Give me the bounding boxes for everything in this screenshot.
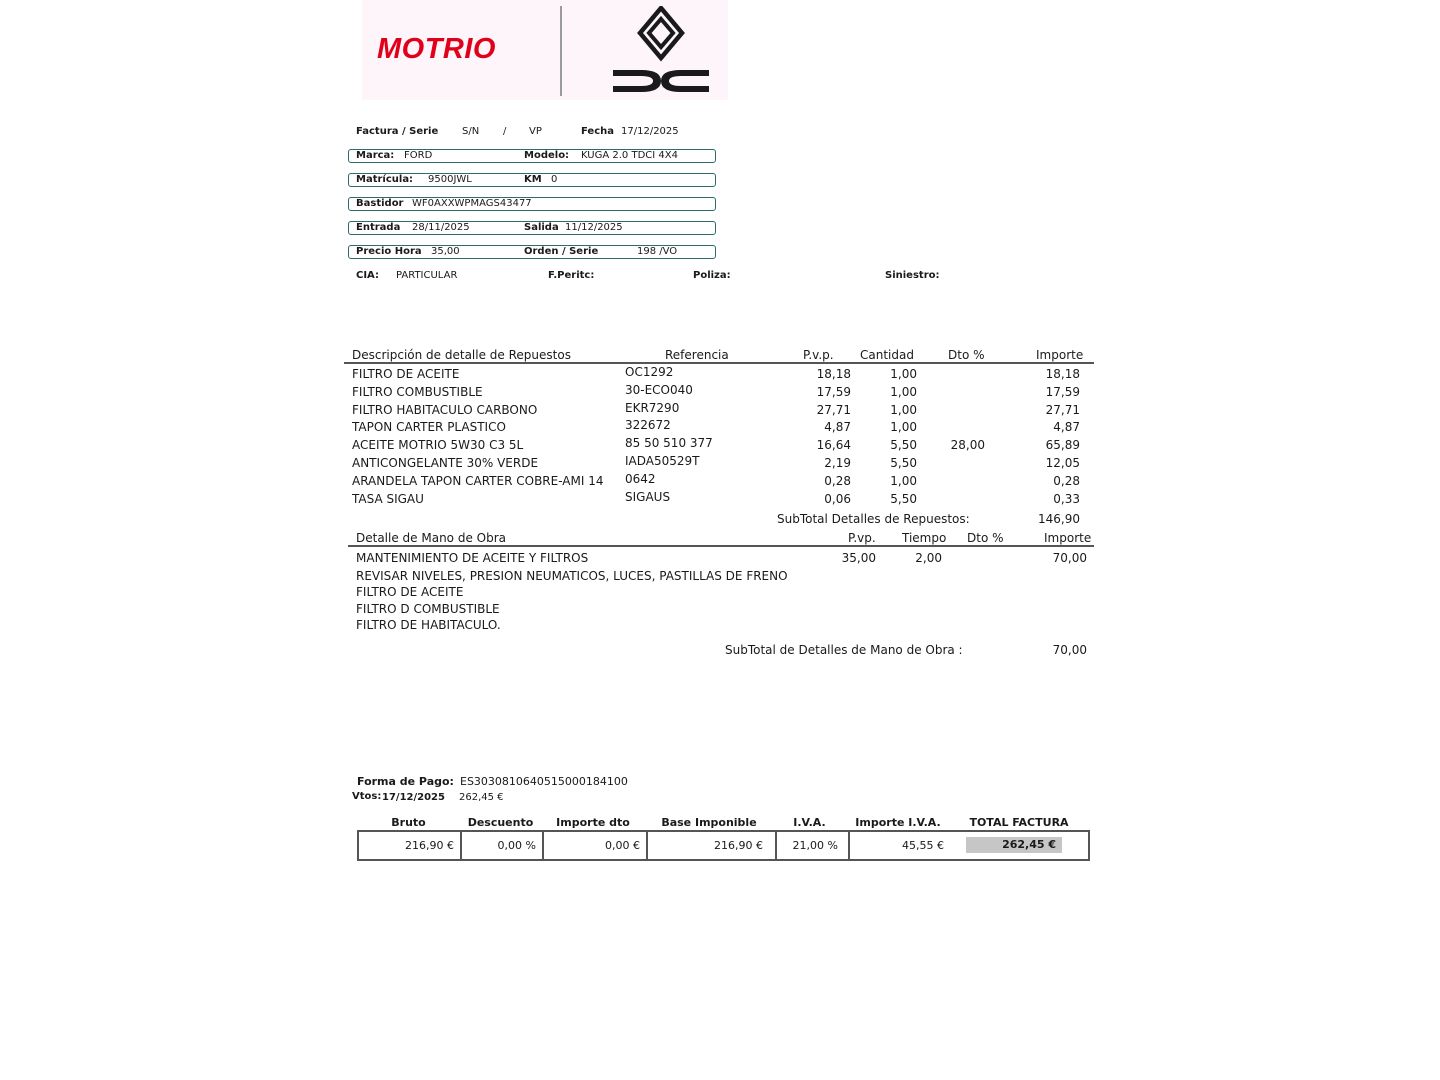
rep-row-cantidad: 1,00 [890,367,917,381]
bastidor-label: Bastidor [356,198,404,209]
rep-header-pvp: P.v.p. [803,348,834,362]
tot-iva: 21,00 % [777,832,850,859]
fecha-label: Fecha [581,126,615,137]
entrada-value: 28/11/2025 [412,222,470,233]
rep-row-pvp: 27,71 [816,402,851,417]
rep-row-importe: 0,28 [1053,473,1080,488]
mo-main-tiempo: 2,00 [915,551,942,565]
rep-row-desc: FILTRO COMBUSTIBLE [352,384,483,399]
tot-header-iva: I.V.A. [793,816,826,829]
total-factura-value: 262,45 € [966,837,1062,853]
rep-row-desc: FILTRO DE ACEITE [352,367,460,381]
precio-hora-label: Precio Hora [356,246,422,257]
renault-dacia-logo [613,6,709,96]
rep-row-cantidad: 5,50 [890,491,917,506]
rep-row-cantidad: 1,00 [890,420,917,435]
rep-row-importe: 17,59 [1045,384,1080,399]
mo-header-dto: Dto % [967,531,1004,545]
dacia-emblem-icon [613,70,709,92]
mo-header-pvp: P.vp. [848,531,876,545]
rep-header-dto: Dto % [948,348,985,362]
precio-hora-value: 35,00 [431,246,460,257]
rep-row-importe: 18,18 [1045,367,1080,381]
rep-row-ref: OC1292 [625,365,674,379]
mo-main-desc: MANTENIMIENTO DE ACEITE Y FILTROS [356,551,589,565]
tot-header-importe-iva: Importe I.V.A. [855,816,941,829]
km-value: 0 [551,174,558,185]
rep-row-importe: 0,33 [1053,491,1080,506]
tot-header-importe-dto: Importe dto [556,816,630,829]
rep-row-pvp: 16,64 [816,438,851,453]
rep-row-desc: ACEITE MOTRIO 5W30 C3 5L [352,438,524,453]
rep-subtotal-label: SubTotal Detalles de Repuestos: [777,512,970,526]
mo-note: REVISAR NIVELES, PRESION NEUMATICOS, LUCES, PASTILLAS DE FRENO [356,569,788,583]
rep-row-cantidad: 1,00 [890,473,917,488]
rep-row-pvp: 17,59 [816,384,851,399]
rep-row-desc: TAPON CARTER PLASTICO [352,420,506,435]
rep-row-ref: 0642 [625,471,656,486]
rep-row-cantidad: 5,50 [890,456,917,470]
vtos-date: 17/12/2025 [382,792,445,803]
mo-note: FILTRO D COMBUSTIBLE [356,602,500,616]
mo-note: FILTRO DE HABITACULO. [356,618,501,632]
factura-value: S/N [462,126,480,137]
tot-importe-dto: 0,00 € [544,832,648,859]
rep-row-importe: 4,87 [1053,420,1080,435]
rep-row-importe: 12,05 [1045,456,1080,470]
rep-row-pvp: 2,19 [824,456,851,470]
entrada-label: Entrada [356,222,401,233]
rep-row-desc: ARANDELA TAPON CARTER COBRE-AMI 14 [352,473,604,488]
tot-base: 216,90 € [648,832,777,859]
marca-value: FORD [404,150,433,161]
logo-divider [560,6,562,96]
rep-header-ref: Referencia [665,348,729,362]
rep-row-pvp: 0,28 [824,473,851,488]
mo-header-importe: Importe [1044,531,1092,545]
poliza-label: Poliza: [693,270,731,281]
tot-importe-iva: 45,55 € [902,839,944,852]
matricula-label: Matrícula: [356,174,414,185]
modelo-value: KUGA 2.0 TDCI 4X4 [581,150,678,161]
rep-row-importe: 65,89 [1045,438,1080,453]
salida-value: 11/12/2025 [565,222,623,233]
rep-row-importe: 27,71 [1045,402,1080,417]
cia-value: PARTICULAR [396,270,458,281]
serie-value: VP [529,126,542,137]
fperitc-label: F.Peritc: [548,270,595,281]
orden-label: Orden / Serie [524,246,599,257]
factura-slash: / [503,126,507,137]
marca-label: Marca: [356,150,395,161]
forma-pago-value: ES3030810640515000184100 [460,775,628,788]
rep-row-ref: EKR7290 [625,400,680,415]
rep-row-desc: FILTRO HABITACULO CARBONO [352,402,538,417]
tot-descuento: 0,00 % [462,832,544,859]
vtos-label: Vtos: [352,791,382,802]
rep-row-pvp: 0,06 [824,491,851,506]
bastidor-value: WF0AXXWPMAGS43477 [412,198,532,209]
salida-label: Salida [524,222,559,233]
mo-header-tiempo: Tiempo [902,531,947,545]
forma-pago-label: Forma de Pago: [357,775,454,788]
tot-header-descuento: Descuento [467,816,534,829]
rep-subtotal-value: 146,90 [1038,512,1080,526]
km-label: KM [524,174,542,185]
rep-row-pvp: 18,18 [816,367,851,381]
tot-header-base: Base Imponible [661,816,757,829]
tot-bruto: 216,90 € [359,832,462,859]
fecha-value: 17/12/2025 [621,126,679,137]
rep-row-cantidad: 5,50 [890,438,917,453]
matricula-value: 9500JWL [428,174,472,185]
tot-header-total: TOTAL FACTURA [969,816,1069,829]
rep-row-ref: 30-ECO040 [625,382,693,397]
rep-row-desc: TASA SIGAU [352,491,424,506]
orden-value: 198 /VO [637,246,678,257]
rep-row-ref: SIGAUS [625,489,671,504]
rep-row-dto: 28,00 [950,438,985,453]
modelo-label: Modelo: [524,150,570,161]
factura-label: Factura / Serie [356,126,439,137]
renault-diamond-icon [640,8,682,58]
rep-row-desc: ANTICONGELANTE 30% VERDE [352,456,539,470]
rep-header-line [344,362,1094,364]
cia-label: CIA: [356,270,379,281]
rep-header-importe: Importe [1036,348,1084,362]
mo-main-importe: 70,00 [1052,551,1087,565]
rep-row-ref: 85 50 510 377 [625,436,713,451]
mo-subtotal-value: 70,00 [1052,643,1087,657]
rep-header-cantidad: Cantidad [860,348,914,362]
rep-row-ref: IADA50529T [625,454,700,468]
mo-header-line [348,545,1094,547]
rep-row-cantidad: 1,00 [890,384,917,399]
siniestro-label: Siniestro: [885,270,940,281]
mo-header-desc: Detalle de Mano de Obra [356,531,506,545]
rep-row-ref: 322672 [625,418,671,433]
vtos-amount: 262,45 € [459,792,504,803]
mo-subtotal-label: SubTotal de Detalles de Mano de Obra : [725,643,963,657]
tot-header-bruto: Bruto [391,816,426,829]
motrio-logo: MOTRIO [377,33,496,65]
mo-main-pvp: 35,00 [841,551,876,565]
mo-note: FILTRO DE ACEITE [356,585,464,599]
rep-row-cantidad: 1,00 [890,402,917,417]
rep-row-pvp: 4,87 [824,420,851,435]
rep-header-desc: Descripción de detalle de Repuestos [352,348,571,362]
